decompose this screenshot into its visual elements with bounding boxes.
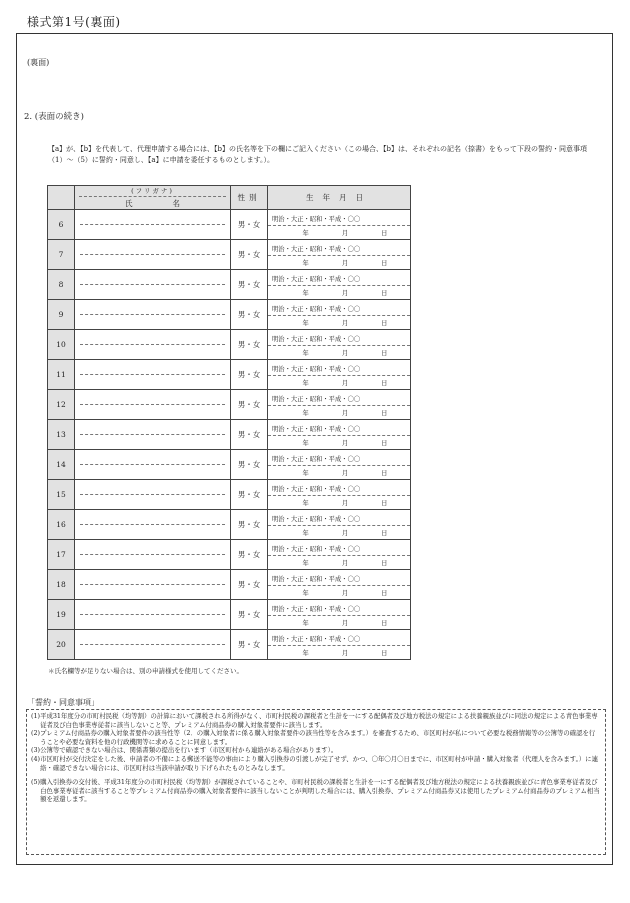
birth-date-field[interactable] bbox=[268, 330, 411, 360]
era-options: 明治・大正・昭和・平成・〇〇 bbox=[268, 243, 410, 256]
sex-selector[interactable]: 男・女 bbox=[231, 450, 268, 480]
furigana-dotted-line bbox=[80, 643, 225, 645]
name-entry-field[interactable] bbox=[75, 510, 231, 540]
row-number: 13 bbox=[48, 420, 75, 450]
day-label: 日 bbox=[381, 229, 388, 237]
row-number: 18 bbox=[48, 570, 75, 600]
table-row bbox=[48, 600, 411, 630]
era-options: 明治・大正・昭和・平成・〇〇 bbox=[268, 333, 410, 346]
day-label: 日 bbox=[381, 559, 388, 567]
day-label: 日 bbox=[381, 439, 388, 447]
row-number: 16 bbox=[48, 510, 75, 540]
birth-date-field[interactable] bbox=[268, 540, 411, 570]
sex-selector[interactable]: 男・女 bbox=[231, 420, 268, 450]
furigana-dotted-line bbox=[80, 343, 225, 345]
table-row bbox=[48, 390, 411, 420]
birth-ymd bbox=[268, 466, 410, 477]
birth-date-field[interactable] bbox=[268, 630, 411, 660]
year-label: 年 bbox=[302, 409, 309, 417]
pledge-item bbox=[31, 755, 601, 772]
table-row bbox=[48, 540, 411, 570]
day-label: 日 bbox=[381, 409, 388, 417]
month-label: 月 bbox=[341, 439, 349, 447]
row-number: 14 bbox=[48, 450, 75, 480]
day-label: 日 bbox=[381, 319, 388, 327]
row-number: 11 bbox=[48, 360, 75, 390]
sex-selector[interactable]: 男・女 bbox=[231, 240, 268, 270]
table-body bbox=[48, 210, 411, 660]
birth-ymd bbox=[268, 496, 410, 507]
pledge-item-text: 市区町村が交付決定をした後、申請者の不備による郵送不能等の事由により購入引換券の引渡しが完了せず、かつ、〇年〇月〇日までに、市区町村が申請・購入対象者（代理人を含みます。）に連絡・確認できない場合には、市区町村は当該申請が取り下げられたものとみなします。 bbox=[40, 754, 598, 772]
header-birth: 生年月日 bbox=[306, 193, 372, 202]
pledge-item-text: 購入引換券の交付後、平成31年度分の市町村民税（均等割）が課税されていることや、市町村民税の課税者と生計を一にする配偶者及び地方税法の規定による扶養親族並びに青色事業専従者及び白色事業専従者に該当すること等プレミアム付商品券の購入対象者要件に該当しないことが判明した場合には、購入引換券、プレミアム付商品券又は使用したプレミアム付商品券のプレミアム相当額を返還します。 bbox=[40, 778, 600, 804]
name-entry-field[interactable] bbox=[75, 600, 231, 630]
name-entry-field[interactable] bbox=[75, 330, 231, 360]
birth-ymd bbox=[268, 406, 410, 417]
era-options: 明治・大正・昭和・平成・〇〇 bbox=[268, 633, 410, 646]
birth-ymd bbox=[268, 586, 410, 597]
header-sex-cell bbox=[231, 186, 268, 210]
pledge-box bbox=[26, 709, 606, 855]
row-number: 8 bbox=[48, 270, 75, 300]
sex-selector[interactable]: 男・女 bbox=[231, 210, 268, 240]
month-label: 月 bbox=[341, 349, 349, 357]
month-label: 月 bbox=[341, 619, 349, 627]
month-label: 月 bbox=[341, 649, 349, 657]
year-label: 年 bbox=[302, 619, 309, 627]
furigana-dotted-line bbox=[80, 223, 225, 225]
era-options: 明治・大正・昭和・平成・〇〇 bbox=[268, 423, 410, 436]
birth-date-field[interactable] bbox=[268, 270, 411, 300]
name-entry-field[interactable] bbox=[75, 630, 231, 660]
header-sex: 性別 bbox=[237, 193, 261, 202]
day-label: 日 bbox=[381, 349, 388, 357]
era-options: 明治・大正・昭和・平成・〇〇 bbox=[268, 303, 410, 316]
birth-ymd bbox=[268, 376, 410, 387]
name-entry-field[interactable] bbox=[75, 300, 231, 330]
birth-date-field[interactable] bbox=[268, 450, 411, 480]
name-entry-field[interactable] bbox=[75, 210, 231, 240]
month-label: 月 bbox=[341, 529, 349, 537]
furigana-dotted-line bbox=[80, 583, 225, 585]
name-entry-field[interactable] bbox=[75, 360, 231, 390]
furigana-dotted-line bbox=[80, 253, 225, 255]
year-label: 年 bbox=[302, 559, 309, 567]
birth-ymd bbox=[268, 346, 410, 357]
furigana-dotted-line bbox=[80, 283, 225, 285]
sex-selector[interactable]: 男・女 bbox=[231, 480, 268, 510]
day-label: 日 bbox=[381, 289, 388, 297]
era-options: 明治・大正・昭和・平成・〇〇 bbox=[268, 573, 410, 586]
month-label: 月 bbox=[341, 229, 349, 237]
sex-selector[interactable]: 男・女 bbox=[231, 300, 268, 330]
pledge-item-text: 公簿等で確認できない場合は、関係書類の提出を行います（市区町村から連絡がある場合があります）。 bbox=[40, 746, 338, 755]
sex-selector[interactable]: 男・女 bbox=[231, 540, 268, 570]
day-label: 日 bbox=[381, 589, 388, 597]
row-number: 6 bbox=[48, 210, 75, 240]
pledge-title: 「誓約・同意事項」 bbox=[27, 698, 99, 707]
pledge-item bbox=[31, 746, 601, 755]
header-name: 氏名 bbox=[125, 199, 220, 208]
era-options: 明治・大正・昭和・平成・〇〇 bbox=[268, 453, 410, 466]
back-side-label: (裏面) bbox=[27, 58, 50, 67]
birth-date-field[interactable] bbox=[268, 480, 411, 510]
table-row bbox=[48, 360, 411, 390]
pledge-item-text: プレミアム付商品券の購入対象者要件の該当性等（2．の購入対象者に係る購入対象者要件の該当性等を含みます。）を審査するため、市区町村が私について必要な税務情報等の公簿等の確認を行うことや必要な資料を他の行政機関等に求めることに同意します。 bbox=[40, 729, 596, 746]
sex-selector[interactable]: 男・女 bbox=[231, 330, 268, 360]
day-label: 日 bbox=[381, 619, 388, 627]
month-label: 月 bbox=[341, 589, 349, 597]
row-number: 20 bbox=[48, 630, 75, 660]
furigana-dotted-line bbox=[80, 433, 225, 435]
table-row bbox=[48, 240, 411, 270]
era-options: 明治・大正・昭和・平成・〇〇 bbox=[268, 273, 410, 286]
year-label: 年 bbox=[302, 259, 309, 267]
birth-ymd bbox=[268, 526, 410, 537]
year-label: 年 bbox=[302, 319, 309, 327]
birth-date-field[interactable] bbox=[268, 510, 411, 540]
furigana-dotted-line bbox=[80, 493, 225, 495]
month-label: 月 bbox=[341, 259, 349, 267]
furigana-dotted-line bbox=[80, 463, 225, 465]
header-number-cell bbox=[48, 186, 75, 210]
instruction-text: 【a】が、【b】を代表して、代理申請する場合には、【b】の氏名等を下の欄にご記入ください（この場合、【b】は、それぞれの記名（捺書）をもって下段の誓約・同意事項（1）〜（5）に誓約・同意し、【a】に申請を委任するものとします。）。 bbox=[48, 145, 587, 164]
table-row bbox=[48, 300, 411, 330]
pledge-item-number: (4) bbox=[31, 754, 41, 763]
row-number: 17 bbox=[48, 540, 75, 570]
header-name-cell bbox=[75, 186, 231, 210]
day-label: 日 bbox=[381, 259, 388, 267]
day-label: 日 bbox=[381, 649, 388, 657]
year-label: 年 bbox=[302, 379, 309, 387]
furigana-dotted-line bbox=[80, 523, 225, 525]
name-entry-field[interactable] bbox=[75, 480, 231, 510]
day-label: 日 bbox=[381, 469, 388, 477]
era-options: 明治・大正・昭和・平成・〇〇 bbox=[268, 513, 410, 526]
table-header-row bbox=[48, 186, 411, 210]
name-entry-field[interactable] bbox=[75, 570, 231, 600]
table-row bbox=[48, 510, 411, 540]
furigana-dotted-line bbox=[80, 313, 225, 315]
name-entry-field[interactable] bbox=[75, 390, 231, 420]
name-entry-field[interactable] bbox=[75, 450, 231, 480]
month-label: 月 bbox=[341, 289, 349, 297]
name-entry-field[interactable] bbox=[75, 240, 231, 270]
pledge-item bbox=[31, 712, 601, 729]
birth-ymd bbox=[268, 286, 410, 297]
continuation-heading: 2. (表面の続き) bbox=[24, 112, 84, 122]
sex-selector[interactable]: 男・女 bbox=[231, 390, 268, 420]
birth-ymd bbox=[268, 436, 410, 447]
row-number: 9 bbox=[48, 300, 75, 330]
month-label: 月 bbox=[341, 379, 349, 387]
era-options: 明治・大正・昭和・平成・〇〇 bbox=[268, 213, 410, 226]
year-label: 年 bbox=[302, 649, 309, 657]
year-label: 年 bbox=[302, 499, 309, 507]
birth-date-field[interactable] bbox=[268, 570, 411, 600]
table-row bbox=[48, 480, 411, 510]
birth-date-field[interactable] bbox=[268, 210, 411, 240]
year-label: 年 bbox=[302, 289, 309, 297]
birth-date-field[interactable] bbox=[268, 600, 411, 630]
row-number: 10 bbox=[48, 330, 75, 360]
furigana-dotted-line bbox=[80, 613, 225, 615]
sex-selector[interactable]: 男・女 bbox=[231, 510, 268, 540]
table-row bbox=[48, 630, 411, 660]
pledge-item-text: 平成31年度分の市町村民税（均等割）の計算において課税される所得がなく、市町村民税の課税者と生計を一にする配偶者及び地方税法の規定による扶養親族並びに同法の規定による青色事業専従者及び白色事業専従者に該当しないこと等、プレミアム付商品券の購入対象者要件に該当します。 bbox=[40, 712, 598, 729]
year-label: 年 bbox=[302, 469, 309, 477]
sex-selector[interactable]: 男・女 bbox=[231, 600, 268, 630]
sex-selector[interactable]: 男・女 bbox=[231, 630, 268, 660]
header-furigana: (フリガナ) bbox=[79, 186, 226, 197]
sex-selector[interactable]: 男・女 bbox=[231, 360, 268, 390]
furigana-dotted-line bbox=[80, 403, 225, 405]
name-entry-field[interactable] bbox=[75, 540, 231, 570]
month-label: 月 bbox=[341, 469, 349, 477]
name-entry-field[interactable] bbox=[75, 270, 231, 300]
day-label: 日 bbox=[381, 499, 388, 507]
year-label: 年 bbox=[302, 349, 309, 357]
birth-date-field[interactable] bbox=[268, 390, 411, 420]
table-footnote: ＊氏名欄等が足りない場合は、別の申請様式を使用してください。 bbox=[48, 667, 243, 675]
birth-ymd bbox=[268, 256, 410, 267]
pledge-item-number: (5) bbox=[31, 778, 41, 787]
sex-selector[interactable]: 男・女 bbox=[231, 270, 268, 300]
month-label: 月 bbox=[341, 319, 349, 327]
birth-ymd bbox=[268, 316, 410, 327]
row-number: 19 bbox=[48, 600, 75, 630]
pledge-item-number: (3) bbox=[31, 746, 41, 755]
furigana-dotted-line bbox=[80, 373, 225, 375]
era-options: 明治・大正・昭和・平成・〇〇 bbox=[268, 543, 410, 556]
birth-ymd bbox=[268, 646, 410, 657]
day-label: 日 bbox=[381, 379, 388, 387]
birth-ymd bbox=[268, 226, 410, 237]
applicant-table bbox=[47, 185, 411, 660]
year-label: 年 bbox=[302, 589, 309, 597]
year-label: 年 bbox=[302, 439, 309, 447]
birth-date-field[interactable] bbox=[268, 300, 411, 330]
month-label: 月 bbox=[341, 409, 349, 417]
row-number: 12 bbox=[48, 390, 75, 420]
era-options: 明治・大正・昭和・平成・〇〇 bbox=[268, 603, 410, 616]
birth-date-field[interactable] bbox=[268, 240, 411, 270]
birth-date-field[interactable] bbox=[268, 420, 411, 450]
table-row bbox=[48, 450, 411, 480]
month-label: 月 bbox=[341, 559, 349, 567]
table-row bbox=[48, 210, 411, 240]
year-label: 年 bbox=[302, 229, 309, 237]
name-entry-field[interactable] bbox=[75, 420, 231, 450]
row-number: 15 bbox=[48, 480, 75, 510]
furigana-dotted-line bbox=[80, 553, 225, 555]
table-row bbox=[48, 270, 411, 300]
birth-ymd bbox=[268, 616, 410, 627]
table-row bbox=[48, 420, 411, 450]
birth-ymd bbox=[268, 556, 410, 567]
era-options: 明治・大正・昭和・平成・〇〇 bbox=[268, 393, 410, 406]
table-row bbox=[48, 330, 411, 360]
pledge-item-number: (2) bbox=[31, 729, 41, 738]
month-label: 月 bbox=[341, 499, 349, 507]
birth-date-field[interactable] bbox=[268, 360, 411, 390]
form-number-label: 様式第1号(裏面) bbox=[27, 15, 121, 29]
row-number: 7 bbox=[48, 240, 75, 270]
pledge-item bbox=[31, 729, 601, 746]
pledge-item bbox=[31, 778, 601, 804]
year-label: 年 bbox=[302, 529, 309, 537]
table-row bbox=[48, 570, 411, 600]
header-birth-cell bbox=[268, 186, 411, 210]
era-options: 明治・大正・昭和・平成・〇〇 bbox=[268, 363, 410, 376]
day-label: 日 bbox=[381, 529, 388, 537]
pledge-item-number: (1) bbox=[31, 712, 41, 720]
sex-selector[interactable]: 男・女 bbox=[231, 570, 268, 600]
era-options: 明治・大正・昭和・平成・〇〇 bbox=[268, 483, 410, 496]
